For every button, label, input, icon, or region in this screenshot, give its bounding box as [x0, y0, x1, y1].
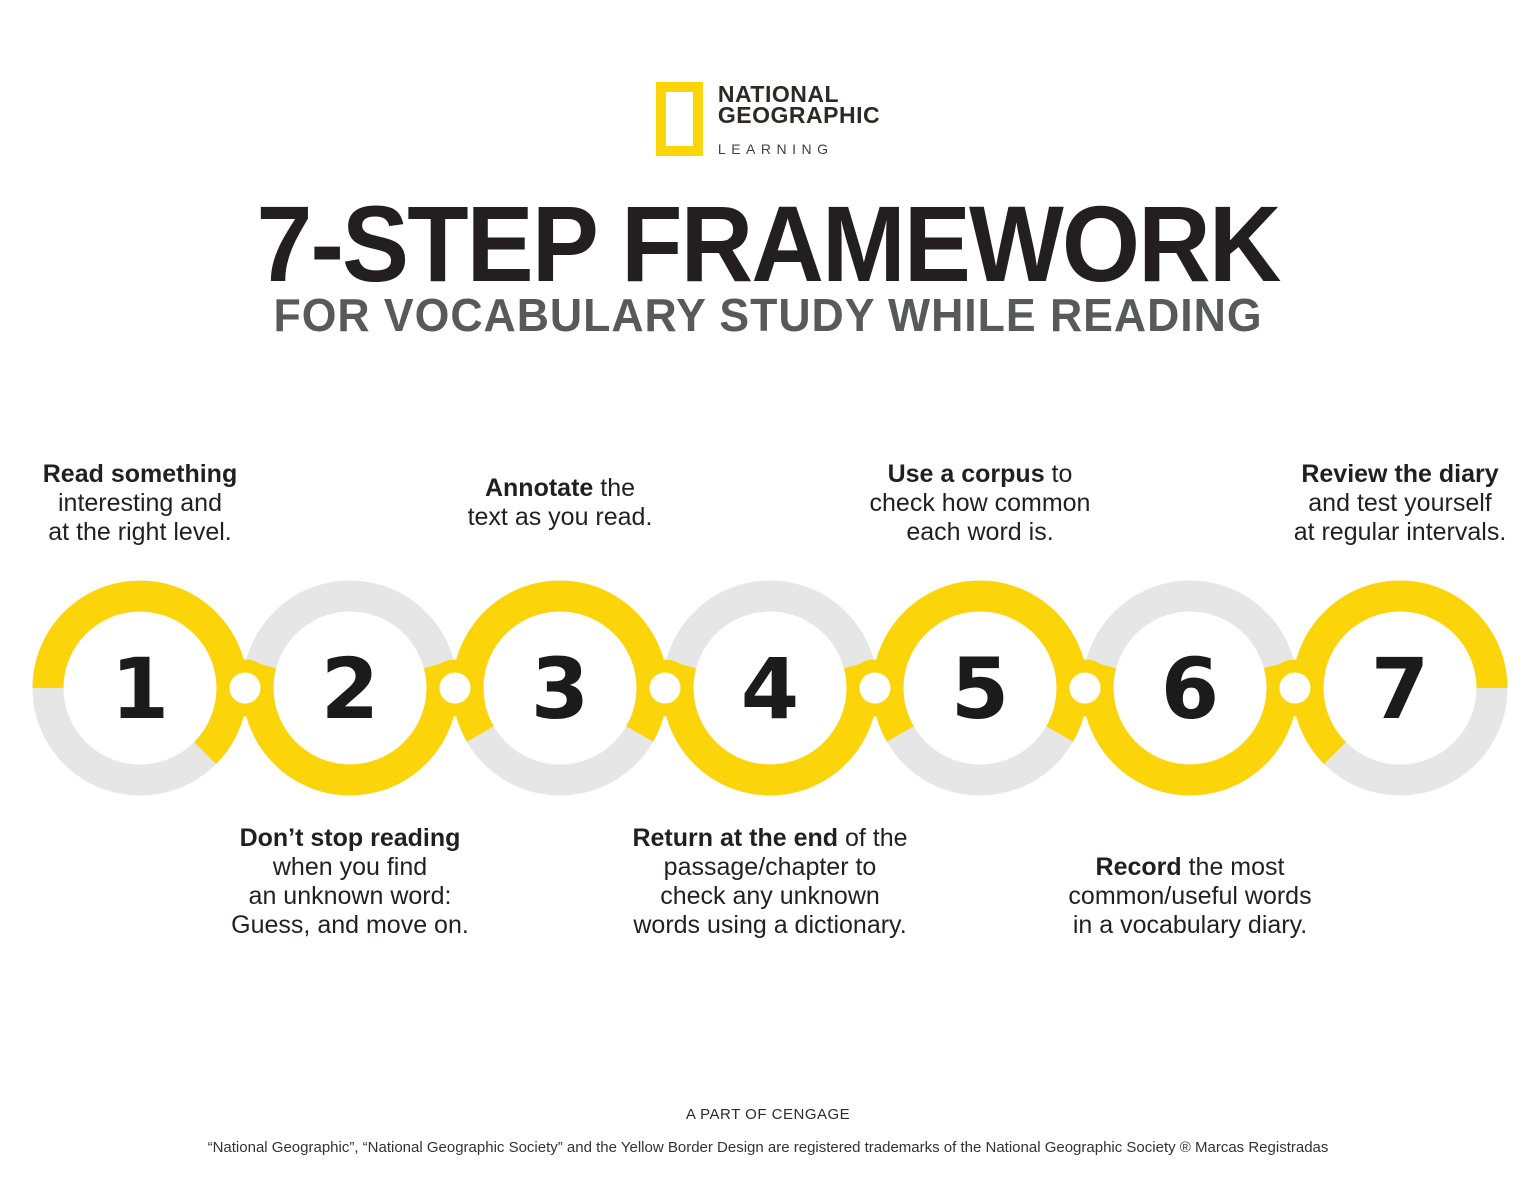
page-subtitle: FOR VOCABULARY STUDY WHILE READING — [273, 289, 1263, 341]
step-label-line: Use a corpus to — [887, 459, 1073, 488]
step-label-line: check how common — [869, 488, 1091, 517]
step-label-4 — [610, 820, 930, 940]
step-label-line: Review the diary — [1301, 459, 1499, 488]
step-label-line: interesting and — [57, 488, 222, 517]
step-label-line: check any unknown — [660, 882, 880, 910]
step-label-line: common/useful words — [1068, 882, 1312, 910]
step-label-3 — [400, 444, 720, 562]
step-label-line: Don’t stop reading — [239, 824, 461, 852]
logo-word-learning: LEARNING — [717, 141, 834, 157]
step-label-line: in a vocabulary diary. — [1072, 911, 1308, 939]
step-label-line: each word is. — [906, 517, 1054, 546]
logo-word-geographic: GEOGRAPHIC — [717, 102, 881, 128]
chain-link-icon-6 — [1273, 666, 1317, 710]
chain-link-icon-2 — [433, 666, 477, 710]
step-label-line: words using a dictionary. — [633, 911, 907, 939]
chain-link-icon-1 — [223, 666, 267, 710]
yellow-border-logo-icon — [656, 82, 703, 156]
page-title: 7-STEP FRAMEWORK — [256, 183, 1280, 304]
step-label-line: Return at the end of the — [632, 824, 908, 852]
chain-link-icon-3 — [643, 666, 687, 710]
logo-word-national: NATIONAL — [717, 81, 840, 107]
step-label-1 — [0, 444, 300, 562]
step-label-line: an unknown word: — [248, 882, 452, 910]
step-label-line: text as you read. — [467, 503, 653, 531]
step-label-6 — [1030, 820, 1350, 940]
cengage-partner-line: A PART OF CENGAGE — [685, 1106, 851, 1123]
chain-link-icon-5 — [1063, 666, 1107, 710]
logo-text — [718, 80, 880, 157]
step-label-line: Guess, and move on. — [231, 911, 469, 939]
step-number-1: 1 — [110, 640, 170, 738]
step-number-3: 3 — [530, 640, 590, 738]
step-chain-diagram — [0, 574, 1536, 806]
step-label-7 — [1240, 444, 1536, 562]
step-number-2: 2 — [320, 640, 380, 738]
step-label-line: at regular intervals. — [1293, 517, 1507, 546]
chain-link-icon-4 — [853, 666, 897, 710]
step-label-5 — [820, 444, 1140, 562]
step-label-line: Annotate the — [484, 474, 636, 502]
step-number-7: 7 — [1370, 640, 1430, 738]
step-label-line: Read something — [42, 459, 238, 488]
national-geographic-logo — [656, 80, 880, 157]
step-label-line: passage/chapter to — [663, 853, 877, 881]
step-label-line: Record the most — [1095, 853, 1285, 881]
step-label-line: and test yourself — [1308, 488, 1492, 517]
step-label-2 — [190, 820, 510, 940]
step-label-line: at the right level. — [48, 517, 232, 546]
trademark-line: “National Geographic”, “National Geographic Society” and the Yellow Border Design are registered trademarks of the National Geographic Society ® Marcas Registradas — [207, 1139, 1329, 1156]
step-number-6: 6 — [1160, 640, 1220, 738]
step-number-5: 5 — [950, 640, 1010, 738]
step-number-4: 4 — [740, 640, 800, 738]
step-label-line: when you find — [272, 853, 428, 881]
